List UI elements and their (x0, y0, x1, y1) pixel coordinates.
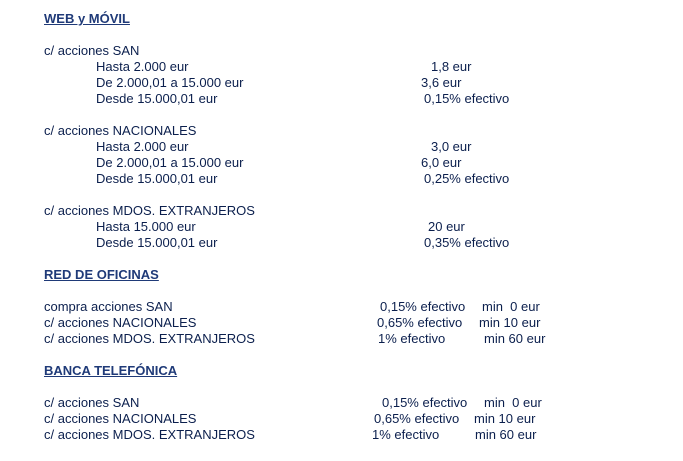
section-heading-web: WEB y MÓVIL (44, 11, 130, 26)
group-title-nacionales: c/ acciones NACIONALES (44, 123, 197, 138)
group-title-extranjeros: c/ acciones MDOS. EXTRANJEROS (44, 203, 255, 218)
fee-label: c/ acciones MDOS. EXTRANJEROS (44, 427, 255, 442)
tier-value: 1,8 eur (431, 59, 472, 74)
fee-min: min 10 eur (479, 315, 541, 330)
tier-value: 3,6 eur (421, 75, 462, 90)
fee-label: compra acciones SAN (44, 299, 173, 314)
fee-label: c/ acciones NACIONALES (44, 411, 197, 426)
fee-min: min 0 eur (482, 299, 540, 314)
section-heading-oficinas: RED DE OFICINAS (44, 267, 159, 282)
tier-label: Desde 15.000,01 eur (96, 235, 218, 250)
tier-label: Hasta 2.000 eur (96, 59, 189, 74)
fee-rate: 0,65% efectivo (374, 411, 460, 426)
tier-label: Hasta 15.000 eur (96, 219, 196, 234)
tier-label: De 2.000,01 a 15.000 eur (96, 75, 244, 90)
tier-value: 3,0 eur (431, 139, 472, 154)
tier-value: 0,25% efectivo (424, 171, 510, 186)
fee-label: c/ acciones NACIONALES (44, 315, 197, 330)
tier-value: 0,35% efectivo (424, 235, 510, 250)
fee-label: c/ acciones SAN (44, 395, 140, 410)
fee-rate: 1% efectivo (378, 331, 446, 346)
tier-label: De 2.000,01 a 15.000 eur (96, 155, 244, 170)
fee-label: c/ acciones MDOS. EXTRANJEROS (44, 331, 255, 346)
fee-min: min 0 eur (484, 395, 542, 410)
tier-value: 20 eur (428, 219, 465, 234)
tier-value: 6,0 eur (421, 155, 462, 170)
tier-label: Desde 15.000,01 eur (96, 91, 218, 106)
fee-rate: 0,15% efectivo (380, 299, 466, 314)
fee-rate: 1% efectivo (372, 427, 440, 442)
fee-rate: 0,15% efectivo (382, 395, 468, 410)
tier-label: Desde 15.000,01 eur (96, 171, 218, 186)
fee-rate: 0,65% efectivo (377, 315, 463, 330)
section-heading-telefonica: BANCA TELEFÓNICA (44, 363, 178, 378)
fee-min: min 60 eur (475, 427, 537, 442)
tier-label: Hasta 2.000 eur (96, 139, 189, 154)
fee-min: min 60 eur (484, 331, 546, 346)
tier-value: 0,15% efectivo (424, 91, 510, 106)
fee-min: min 10 eur (474, 411, 536, 426)
group-title-san: c/ acciones SAN (44, 43, 140, 58)
